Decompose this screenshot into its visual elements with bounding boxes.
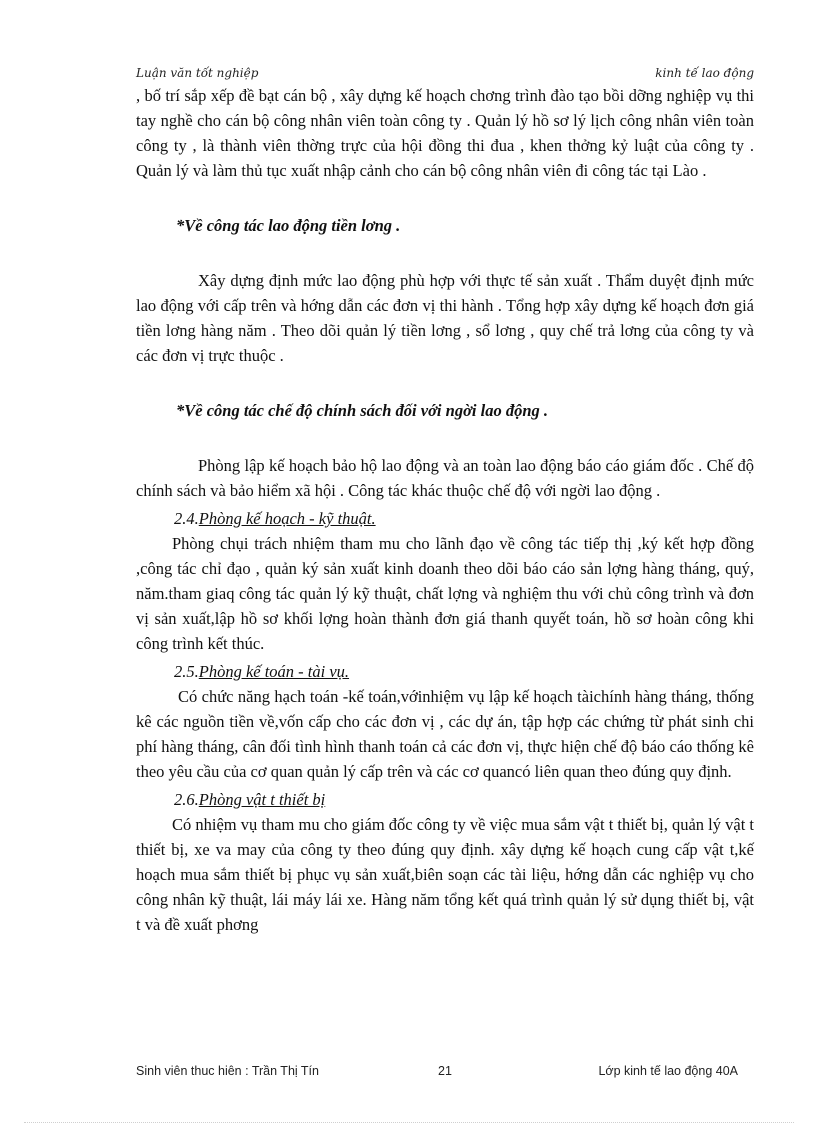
footer-class: Lớp kinh tế lao động 40A	[598, 1064, 738, 1078]
paragraph-equipment: Có nhiệm vụ tham mu cho giám đốc công ty về việc mua sắm vật t thiết bị, quản lý vật t thiết bị, xe va may của công ty theo đúng quy định. xây dựng kế hoạch cung cấp vật t,kế hoạch mua sắm thiết bị phục vụ sản xuất,biên soạn các tài liệu, hớng dẫn các nghiệp vụ cho công nhân kỹ thuật, lái máy lái xe. Hàng năm tổng kết quá trình quản lý sử dụng thiết bị, vật t và đề xuất phơng	[136, 815, 754, 934]
section-title: Phòng kế toán - tài vụ.	[198, 662, 350, 681]
section-title: Phòng vật t thiết bị	[198, 790, 326, 809]
section-number: 2.5.	[174, 662, 199, 681]
footer-page-number: 21	[438, 1064, 452, 1078]
section-number: 2.6.	[174, 790, 199, 809]
section-heading-2-5	[136, 659, 754, 684]
paragraph-personnel: , bố trí sắp xếp đề bạt cán bộ , xây dựng kế hoạch chơng trình đào tạo bồi dỡng nghiệp vụ thi tay nghề cho cán bộ công nhân viên toàn công ty . Quản lý hồ sơ lý lịch công nhân viên toàn công ty , là thành viên thờng trực của hội đồng thi đua , khen thởng kỷ luật của công ty . Quản lý và làm thủ tục xuất nhập cảnh cho cán bộ công nhân viên đi công tác tại Lào .	[136, 86, 754, 180]
heading-labor-policy: *Về công tác chế độ chính sách đối với ngời lao động .	[176, 401, 549, 420]
paragraph-accounting: Có chức năng hạch toán -kế toán,vớinhiệm vụ lập kế hoạch tàichính hàng tháng, thống kê các nguồn tiền về,vốn cấp cho các đơn vị , các dự án, tập hợp các chứng từ phát sinh chi phí hàng tháng, cân đối tình hình thanh toán cả các đơn vị, thực hiện chế độ báo cáo thống kê theo yêu cầu của cơ quan quản lý cấp trên và các cơ quancó liên quan theo đúng quy định.	[136, 687, 754, 781]
header-major-label: kinh tế lao động	[655, 66, 754, 80]
paragraph-labor-policy: Phòng lập kế hoạch bảo hộ lao động và an toàn lao động báo cáo giám đốc . Chế độ chính sách và bảo hiểm xã hội . Công tác khác thuộc chế độ với ngời lao động .	[136, 456, 754, 500]
header-thesis-label: Luận văn tốt nghiệp	[136, 66, 259, 80]
section-title: Phòng kế hoạch - kỹ thuật.	[198, 509, 376, 528]
page-footer	[136, 1064, 754, 1084]
section-number: 2.4.	[174, 509, 199, 528]
document-body	[136, 83, 754, 937]
heading-salary-work: *Về công tác lao động tiền lơng .	[176, 216, 401, 235]
section-heading-2-4	[136, 506, 754, 531]
paragraph-planning: Phòng chụi trách nhiệm tham mu cho lãnh đạo về công tác tiếp thị ,ký kết hợp đồng ,công tác chỉ đạo , quản ký sản xuất kinh doanh theo dõi báo cáo sản lợng hàng tháng, quý, năm.tham giaq công tác quản lý kỹ thuật, chất lợng và nghiệm thu với chủ công trình và đơn vị sản xuất,lập hồ sơ khối lợng hoàn thành đơn giá thanh quyết toán, hồ sơ hoàn công khi công trình kết thúc.	[136, 534, 754, 653]
footer-student: Sinh viên thuc hiên : Trần Thị Tín	[136, 1064, 319, 1078]
paragraph-salary: Xây dựng định mức lao động phù hợp với thực tế sản xuất . Thẩm duyệt định mức lao động với cấp trên và hớng dẫn các đơn vị thi hành . Tổng hợp xây dựng kế hoạch đơn giá tiền lơng hàng năm . Theo dõi quản lý tiền lơng , sổ lơng , quy chế trả lơng của công ty và các đơn vị trực thuộc .	[136, 271, 754, 365]
section-heading-2-6	[136, 787, 754, 812]
